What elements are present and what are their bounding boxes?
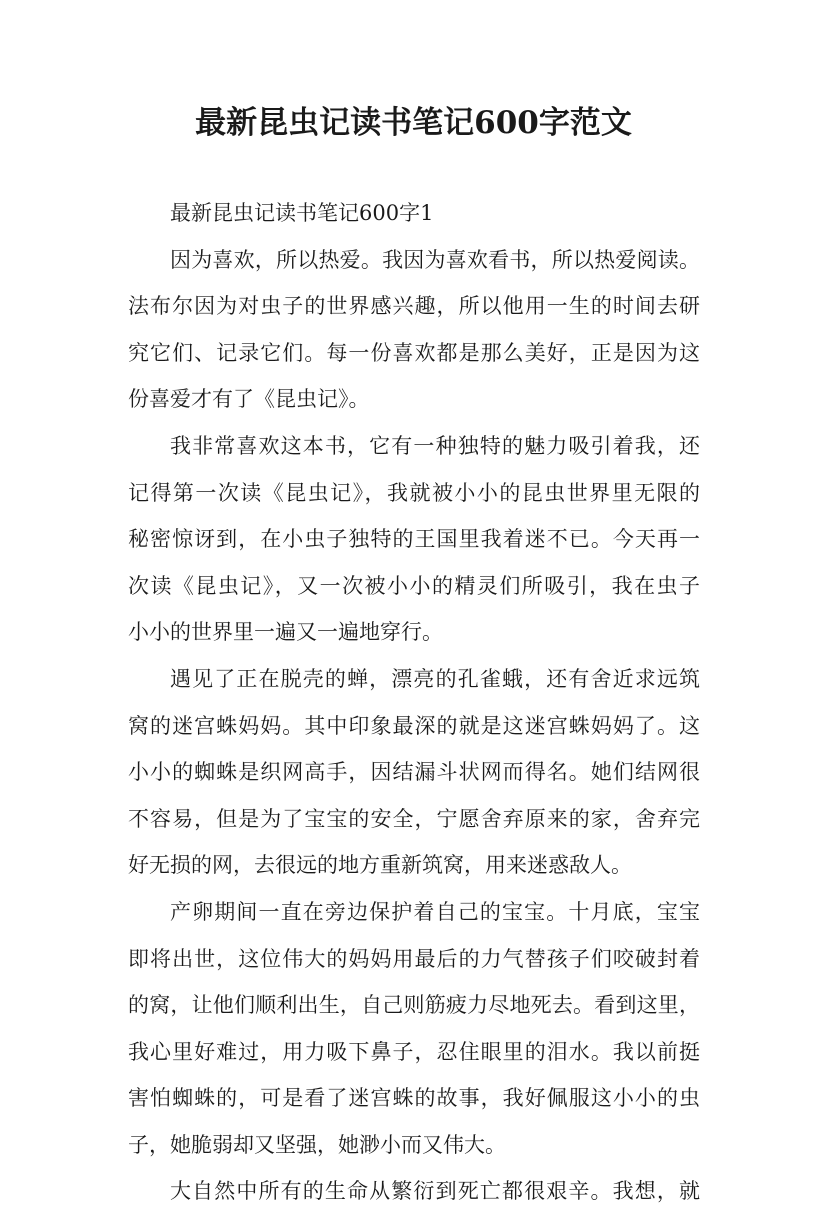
paragraph-4-line-6: 子，她脆弱却又坚强，她渺小而又伟大。 bbox=[128, 1132, 506, 1157]
paragraph-3-line-4: 不容易，但是为了宝宝的安全，宁愿舍弃原来的家，舍弃完 bbox=[128, 806, 700, 831]
document-title: 最新昆虫记读书笔记600字范文 bbox=[195, 105, 632, 141]
paragraph-4-line-1: 产卵期间一直在旁边保护着自己的宝宝。十月底，宝宝 bbox=[170, 899, 700, 924]
paragraph-4-line-5: 害怕蜘蛛的，可是看了迷宫蛛的故事，我好佩服这小小的虫 bbox=[128, 1086, 700, 1111]
paragraph-3-line-5: 好无损的网，去很远的地方重新筑窝，用来迷惑敌人。 bbox=[128, 853, 632, 878]
paragraph-1-line-3: 究它们、记录它们。每一份喜欢都是那么美好，正是因为这 bbox=[128, 340, 700, 365]
paragraph-2-line-3: 秘密惊讶到，在小虫子独特的王国里我着迷不已。今天再一 bbox=[128, 527, 700, 552]
paragraph-1-line-1: 因为喜欢，所以热爱。我因为喜欢看书，所以热爱阅读。 bbox=[170, 247, 700, 272]
paragraph-2-line-5: 小小的世界里一遍又一遍地穿行。 bbox=[128, 620, 443, 645]
paragraph-1-line-2: 法布尔因为对虫子的世界感兴趣，所以他用一生的时间去研 bbox=[128, 294, 700, 319]
paragraph-1-line-4: 份喜爱才有了《昆虫记》。 bbox=[128, 387, 370, 412]
document-body bbox=[128, 190, 700, 1215]
paragraph-2-line-4: 次读《昆虫记》，又一次被小小的精灵们所吸引，我在虫子 bbox=[128, 573, 700, 598]
paragraph-2-line-1: 我非常喜欢这本书，它有一种独特的魅力吸引着我，还 bbox=[170, 433, 700, 458]
paragraph-4-line-2: 即将出世，这位伟大的妈妈用最后的力气替孩子们咬破封着 bbox=[128, 946, 700, 971]
paragraph-3-line-2: 窝的迷宫蛛妈妈。其中印象最深的就是这迷宫蛛妈妈了。这 bbox=[128, 713, 700, 738]
section-subheading: 最新昆虫记读书笔记600字1 bbox=[170, 201, 434, 225]
paragraph-5-line-1: 大自然中所有的生命从繁衍到死亡都很艰辛。我想，就 bbox=[170, 1179, 700, 1204]
paragraph-4-line-4: 我心里好难过，用力吸下鼻子，忍住眼里的泪水。我以前挺 bbox=[128, 1039, 700, 1064]
paragraph-2-line-2: 记得第一次读《昆虫记》，我就被小小的昆虫世界里无限的 bbox=[128, 480, 700, 505]
paragraph-3-line-3: 小小的蜘蛛是织网高手，因结漏斗状网而得名。她们结网很 bbox=[128, 760, 700, 785]
paragraph-3-line-1: 遇见了正在脱壳的蝉，漂亮的孔雀蛾，还有舍近求远筑 bbox=[170, 666, 700, 691]
paragraph-4-line-3: 的窝，让他们顺利出生，自己则筋疲力尽地死去。看到这里， bbox=[128, 993, 700, 1018]
